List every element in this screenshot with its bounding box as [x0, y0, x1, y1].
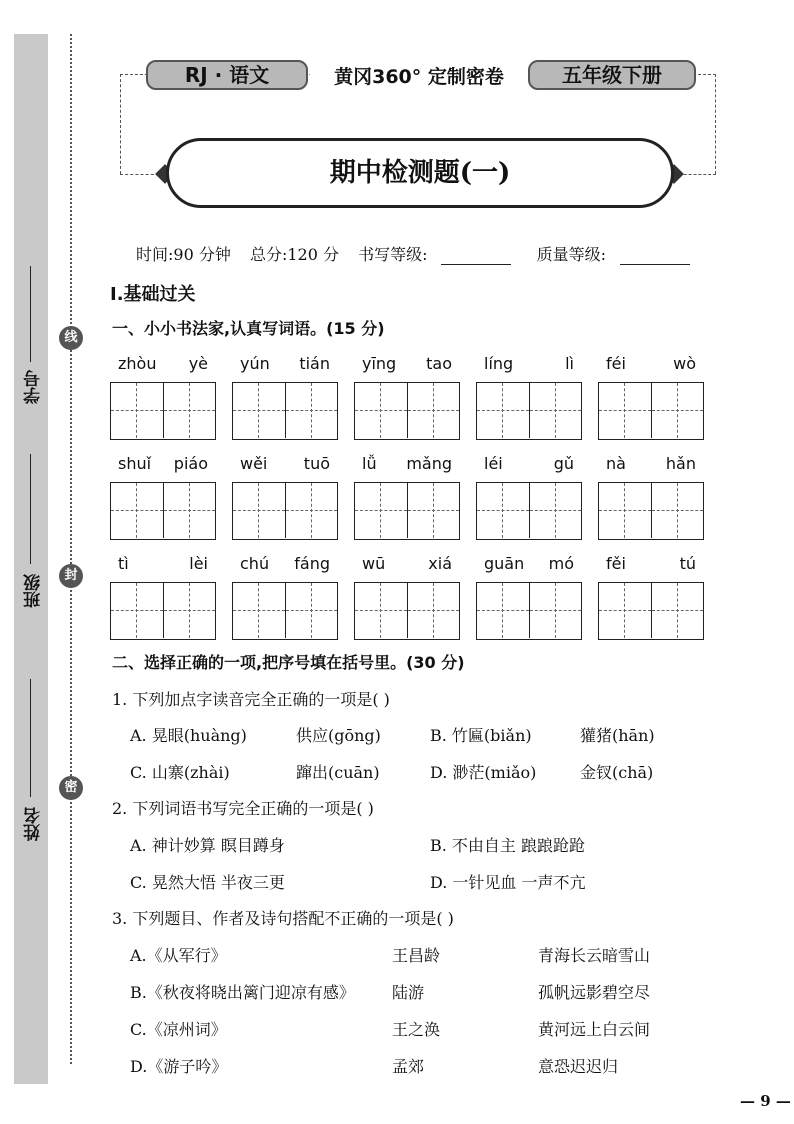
- class-line: [30, 454, 31, 564]
- writing-cell[interactable]: [529, 483, 581, 538]
- writing-grid[interactable]: [232, 582, 338, 640]
- q2-2-option-b[interactable]: B. 不由自主 踉踉跄跄: [430, 836, 586, 855]
- pinyin-syllable: chú: [240, 554, 270, 573]
- pinyin-label: [232, 554, 338, 582]
- seal-secret-mark: 密: [59, 776, 83, 800]
- writing-cell[interactable]: [233, 583, 285, 638]
- option-text: 蹿出(cuān): [296, 763, 380, 782]
- option-text: 供应(gōng): [296, 726, 381, 745]
- word-item: [598, 554, 704, 640]
- pinyin-syllable: tì: [118, 554, 129, 573]
- writing-cell[interactable]: [111, 583, 163, 638]
- quality-grade-label: 质量等级:: [536, 245, 606, 264]
- writing-grid[interactable]: [232, 382, 338, 440]
- writing-cell[interactable]: [599, 483, 651, 538]
- writing-grid[interactable]: [110, 482, 216, 540]
- writing-cell[interactable]: [529, 583, 581, 638]
- q2-2-option-a[interactable]: A. 神计妙算 瞑目蹲身: [130, 836, 285, 855]
- name-field[interactable]: [14, 679, 48, 869]
- writing-grid[interactable]: [354, 382, 460, 440]
- subject-pill: RJ · 语文: [146, 60, 308, 90]
- q2-2-stem: 2. 下列词语书写完全正确的一项是( ): [112, 799, 374, 818]
- writing-cell[interactable]: [651, 583, 703, 638]
- pinyin-label: [110, 454, 216, 482]
- word-item: [354, 454, 460, 540]
- binding-dotted-line: [70, 34, 72, 1064]
- writing-cell[interactable]: [285, 383, 337, 438]
- writing-cell[interactable]: [599, 383, 651, 438]
- seal-line-mark: 线: [59, 326, 83, 350]
- q2-1-option-b[interactable]: [430, 723, 532, 746]
- grade-pill: 五年级下册: [528, 60, 696, 90]
- writing-grid[interactable]: [354, 482, 460, 540]
- writing-cell[interactable]: [163, 483, 215, 538]
- pinyin-syllable: lì: [565, 354, 574, 373]
- pinyin-syllable: nà: [606, 454, 626, 473]
- q2-3-stem: 3. 下列题目、作者及诗句搭配不正确的一项是( ): [112, 909, 454, 928]
- option-text: D. 渺茫(miǎo): [430, 763, 537, 782]
- student-id-field[interactable]: [14, 266, 48, 426]
- writing-cell[interactable]: [477, 383, 529, 438]
- writing-cell[interactable]: [529, 383, 581, 438]
- writing-cell[interactable]: [233, 483, 285, 538]
- exam-title: 期中检测题(一): [166, 138, 674, 208]
- pinyin-syllable: lèi: [189, 554, 208, 573]
- pinyin-label: [232, 454, 338, 482]
- writing-grid[interactable]: [232, 482, 338, 540]
- writing-cell[interactable]: [285, 483, 337, 538]
- student-id-label: 学号: [24, 370, 44, 404]
- q2-3-verse: 孤帆远影碧空尽: [538, 983, 651, 1002]
- pinyin-label: [354, 354, 460, 382]
- pinyin-label: [476, 354, 582, 382]
- word-item: [476, 354, 582, 440]
- time-limit: 时间:90 分钟: [136, 245, 231, 264]
- pinyin-label: [354, 454, 460, 482]
- q2-1-stem: 1. 下列加点字读音完全正确的一项是( ): [112, 690, 390, 709]
- q2-1-option-d2: [580, 760, 653, 783]
- writing-grid[interactable]: [110, 382, 216, 440]
- pinyin-syllable: piáo: [173, 454, 208, 473]
- q2-3-author: 王昌龄: [392, 946, 441, 965]
- word-item: [354, 554, 460, 640]
- writing-grid[interactable]: [476, 482, 582, 540]
- q2-1-option-c2: [296, 760, 380, 783]
- pinyin-label: [476, 454, 582, 482]
- pinyin-syllable: féi: [606, 354, 626, 373]
- writing-cell[interactable]: [407, 583, 459, 638]
- q1-heading: 一、小小书法家,认真写词语。(15 分): [112, 319, 385, 338]
- pinyin-syllable: yún: [240, 354, 270, 373]
- pinyin-syllable: yīng: [362, 354, 397, 373]
- writing-cell[interactable]: [285, 583, 337, 638]
- writing-grid[interactable]: [110, 582, 216, 640]
- word-item: [232, 454, 338, 540]
- writing-grade-label: 书写等级:: [358, 245, 428, 264]
- q2-3-verse: 意恐迟迟归: [538, 1057, 619, 1076]
- q2-3-author: 孟郊: [392, 1057, 425, 1076]
- q2-3-verse: 青海长云暗雪山: [538, 946, 651, 965]
- pinyin-syllable: tú: [679, 554, 696, 573]
- writing-grid[interactable]: [598, 382, 704, 440]
- writing-cell[interactable]: [355, 483, 407, 538]
- writing-cell[interactable]: [163, 383, 215, 438]
- name-line: [30, 679, 31, 797]
- q2-3-option[interactable]: A.《从军行》: [130, 946, 227, 965]
- q2-1-option-a[interactable]: [130, 723, 247, 746]
- pinyin-label: [598, 354, 704, 382]
- writing-grid[interactable]: [476, 382, 582, 440]
- student-id-line: [30, 266, 31, 362]
- word-item: [476, 454, 582, 540]
- option-text: 獾猪(hān): [580, 726, 655, 745]
- pinyin-syllable: mǎng: [406, 454, 452, 473]
- writing-cell[interactable]: [233, 383, 285, 438]
- pinyin-syllable: gǔ: [553, 454, 574, 473]
- word-item: [110, 454, 216, 540]
- q2-3-author: 陆游: [392, 983, 425, 1002]
- writing-grid[interactable]: [476, 582, 582, 640]
- writing-cell[interactable]: [355, 383, 407, 438]
- q2-1-option-c[interactable]: [130, 760, 230, 783]
- series-title: 黄冈360° 定制密卷: [310, 62, 528, 89]
- q2-2-option-c[interactable]: C. 晃然大悟 半夜三更: [130, 873, 285, 892]
- option-text: C. 山寨(zhài): [130, 763, 230, 782]
- pinyin-syllable: wò: [673, 354, 696, 373]
- word-item: [110, 354, 216, 440]
- pinyin-syllable: xiá: [428, 554, 452, 573]
- pinyin-syllable: wěi: [240, 454, 268, 473]
- writing-grade-blank[interactable]: [441, 249, 511, 265]
- writing-cell[interactable]: [407, 483, 459, 538]
- pinyin-syllable: hǎn: [665, 454, 696, 473]
- q2-heading: 二、选择正确的一项,把序号填在括号里。(30 分): [112, 653, 465, 672]
- pinyin-syllable: tuō: [303, 454, 330, 473]
- pinyin-label: [232, 354, 338, 382]
- pinyin-label: [110, 354, 216, 382]
- pinyin-syllable: mó: [548, 554, 574, 573]
- pinyin-label: [598, 454, 704, 482]
- writing-cell[interactable]: [355, 583, 407, 638]
- pinyin-syllable: léi: [484, 454, 503, 473]
- q2-3-option[interactable]: D.《游子吟》: [130, 1057, 228, 1076]
- q2-1-option-b2: [580, 723, 655, 746]
- writing-cell[interactable]: [111, 483, 163, 538]
- pinyin-syllable: yè: [188, 354, 208, 373]
- word-item: [598, 354, 704, 440]
- pinyin-syllable: guān: [484, 554, 525, 573]
- pinyin-syllable: líng: [484, 354, 514, 373]
- word-item: [110, 554, 216, 640]
- word-item: [476, 554, 582, 640]
- q2-1-option-a2: [296, 723, 381, 746]
- q2-1-option-d[interactable]: [430, 760, 536, 783]
- name-label: 姓名: [24, 807, 44, 841]
- word-item: [598, 454, 704, 540]
- writing-grid[interactable]: [598, 582, 704, 640]
- word-item: [232, 354, 338, 440]
- option-text: B. 竹匾(biǎn): [430, 726, 532, 745]
- pinyin-label: [476, 554, 582, 582]
- pinyin-label: [354, 554, 460, 582]
- writing-cell[interactable]: [599, 583, 651, 638]
- option-text: A. 晃眼(huàng): [130, 726, 247, 745]
- quality-grade-blank[interactable]: [620, 249, 690, 265]
- writing-cell[interactable]: [477, 483, 529, 538]
- pinyin-row: [110, 354, 716, 444]
- writing-cell[interactable]: [651, 483, 703, 538]
- pinyin-syllable: lǚ: [362, 454, 377, 473]
- pinyin-syllable: fáng: [294, 554, 330, 573]
- pinyin-syllable: fěi: [606, 554, 626, 573]
- writing-cell[interactable]: [163, 583, 215, 638]
- class-label: 班级: [24, 574, 44, 608]
- writing-cell[interactable]: [651, 383, 703, 438]
- writing-cell[interactable]: [477, 583, 529, 638]
- pinyin-syllable: shuǐ: [118, 454, 152, 473]
- writing-grid[interactable]: [598, 482, 704, 540]
- pinyin-syllable: wū: [362, 554, 386, 573]
- writing-cell[interactable]: [111, 383, 163, 438]
- word-item: [354, 354, 460, 440]
- q2-2-option-d[interactable]: D. 一针见血 一声不亢: [430, 873, 586, 892]
- pinyin-syllable: zhòu: [118, 354, 157, 373]
- pinyin-label: [598, 554, 704, 582]
- q2-3-author: 王之涣: [392, 1020, 441, 1039]
- q2-3-option[interactable]: B.《秋夜将晓出篱门迎凉有感》: [130, 983, 355, 1002]
- pinyin-label: [110, 554, 216, 582]
- class-field[interactable]: [14, 454, 48, 624]
- exam-meta: [136, 242, 716, 265]
- writing-cell[interactable]: [407, 383, 459, 438]
- q2-3-option[interactable]: C.《凉州词》: [130, 1020, 227, 1039]
- pinyin-syllable: tián: [299, 354, 330, 373]
- binding-strip: [14, 34, 48, 1084]
- page-number: — 9 —: [740, 1092, 791, 1110]
- q2-3-verse: 黄河远上白云间: [538, 1020, 651, 1039]
- total-score: 总分:120 分: [249, 245, 339, 264]
- pinyin-row: [110, 454, 716, 544]
- seal-seal-mark: 封: [59, 564, 83, 588]
- section-heading: Ⅰ.基础过关: [110, 284, 196, 305]
- pinyin-syllable: tao: [426, 354, 452, 373]
- word-item: [232, 554, 338, 640]
- writing-grid[interactable]: [354, 582, 460, 640]
- option-text: 金钗(chā): [580, 763, 654, 782]
- pinyin-row: [110, 554, 716, 644]
